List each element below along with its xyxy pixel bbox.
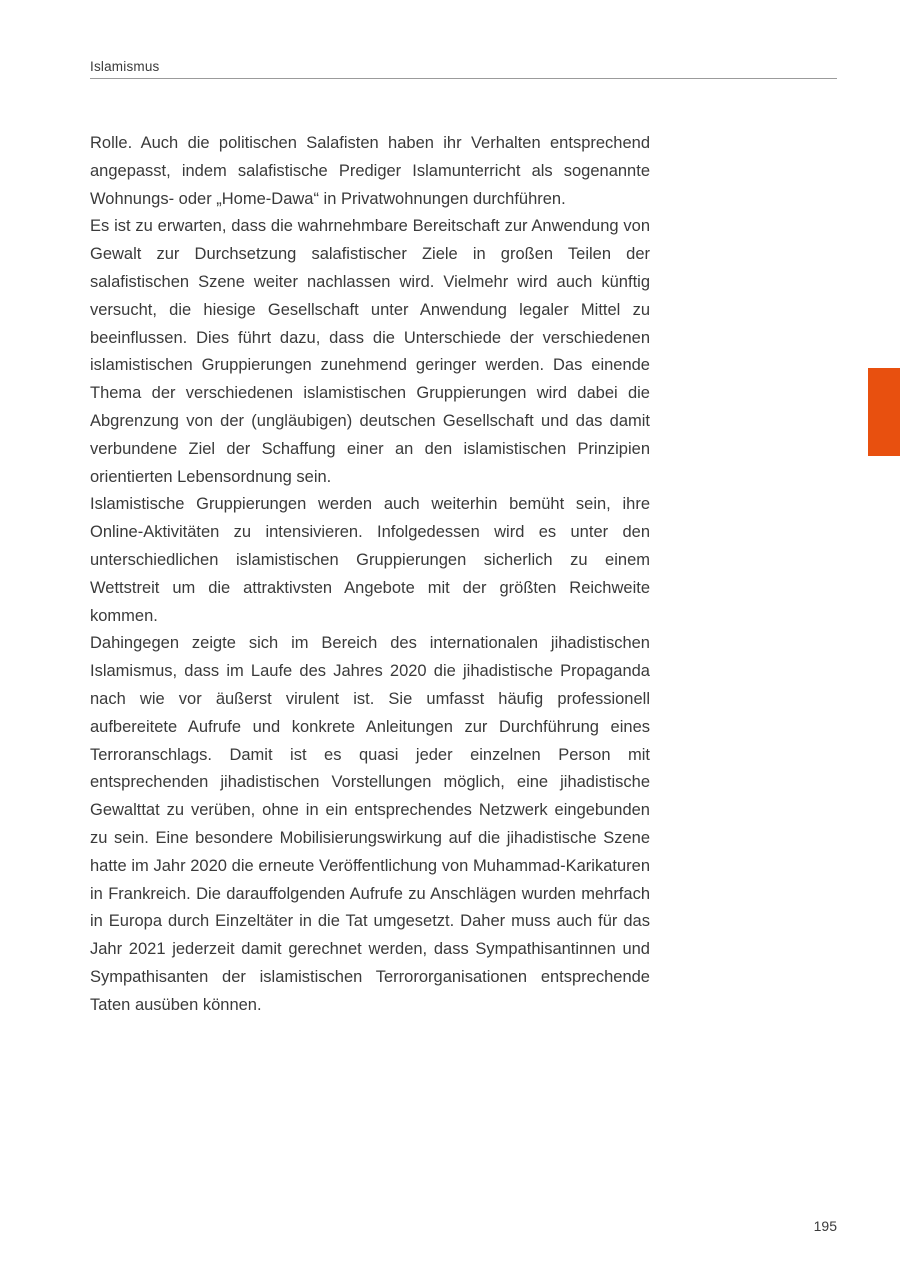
chapter-tab-marker <box>868 368 900 456</box>
paragraph: Es ist zu erwarten, dass die wahrnehmbare Bereitschaft zur Anwendung von Gewalt zur Durchsetzung salafistischer Ziele in großen Teilen der salafistischen Szene weiter nachlassen wird. Vielmehr wird auch künftig versucht, die hiesige Gesellschaft unter Anwendung legaler Mittel zu beeinflussen. Dies führt dazu, dass die Unterschiede der verschiedenen islamistischen Gruppierungen zunehmend geringer werden. Das einende Thema der verschiedenen islamistischen Gruppierungen wird dabei die Abgrenzung von der (ungläubigen) deutschen Gesellschaft und das damit verbundene Ziel der Schaffung einer an den islamistischen Prinzipien orientierten Lebensordnung sein. <box>90 217 650 486</box>
header-rule <box>90 78 837 79</box>
paragraph: Islamistische Gruppierungen werden auch weiterhin bemüht sein, ihre Online-Aktivitäten zu intensivieren. Infolgedessen wird es unter den unterschiedlichen islamistischen Gruppierungen sicherlich zu einem Wettstreit um die attraktivsten Angebote mit der größten Reichweite kommen. <box>90 495 650 625</box>
running-header: Islamismus <box>90 59 160 74</box>
paragraph: Dahingegen zeigte sich im Bereich des internationalen jihadistischen Islamismus, dass im Laufe des Jahres 2020 die jihadistische Propaganda nach wie vor äußerst virulent ist. Sie umfasst häufig professionell aufbereitete Aufrufe und konkrete Anleitungen zur Durchführung eines Terroranschlags. Damit ist es quasi jeder einzelnen Person mit entsprechenden jihadistischen Vorstellungen möglich, eine jihadistische Gewalttat zu verüben, ohne in ein entsprechendes Netzwerk eingebunden zu sein. Eine besondere Mobilisierungswirkung auf die jihadistische Szene hatte im Jahr 2020 die erneute Veröffentlichung von Muhammad-Karikaturen in Frankreich. Die darauffolgenden Aufrufe zu Anschlägen wurden mehrfach in Europa durch Einzeltäter in die Tat umgesetzt. Daher muss auch für das Jahr 2021 jederzeit damit gerechnet werden, dass Sympathisantinnen und Sympathisanten der islamistischen Terrororganisationen entsprechende Taten ausüben können. <box>90 634 650 1014</box>
main-text-column <box>90 130 650 1020</box>
paragraph: Rolle. Auch die politischen Salafisten haben ihr Verhalten entsprechend angepasst, indem salafistische Prediger Islamunterricht als sogenannte Wohnungs- oder „Home-Dawa“ in Privatwohnungen durchführen. <box>90 134 650 208</box>
page-number: 195 <box>813 1218 837 1234</box>
